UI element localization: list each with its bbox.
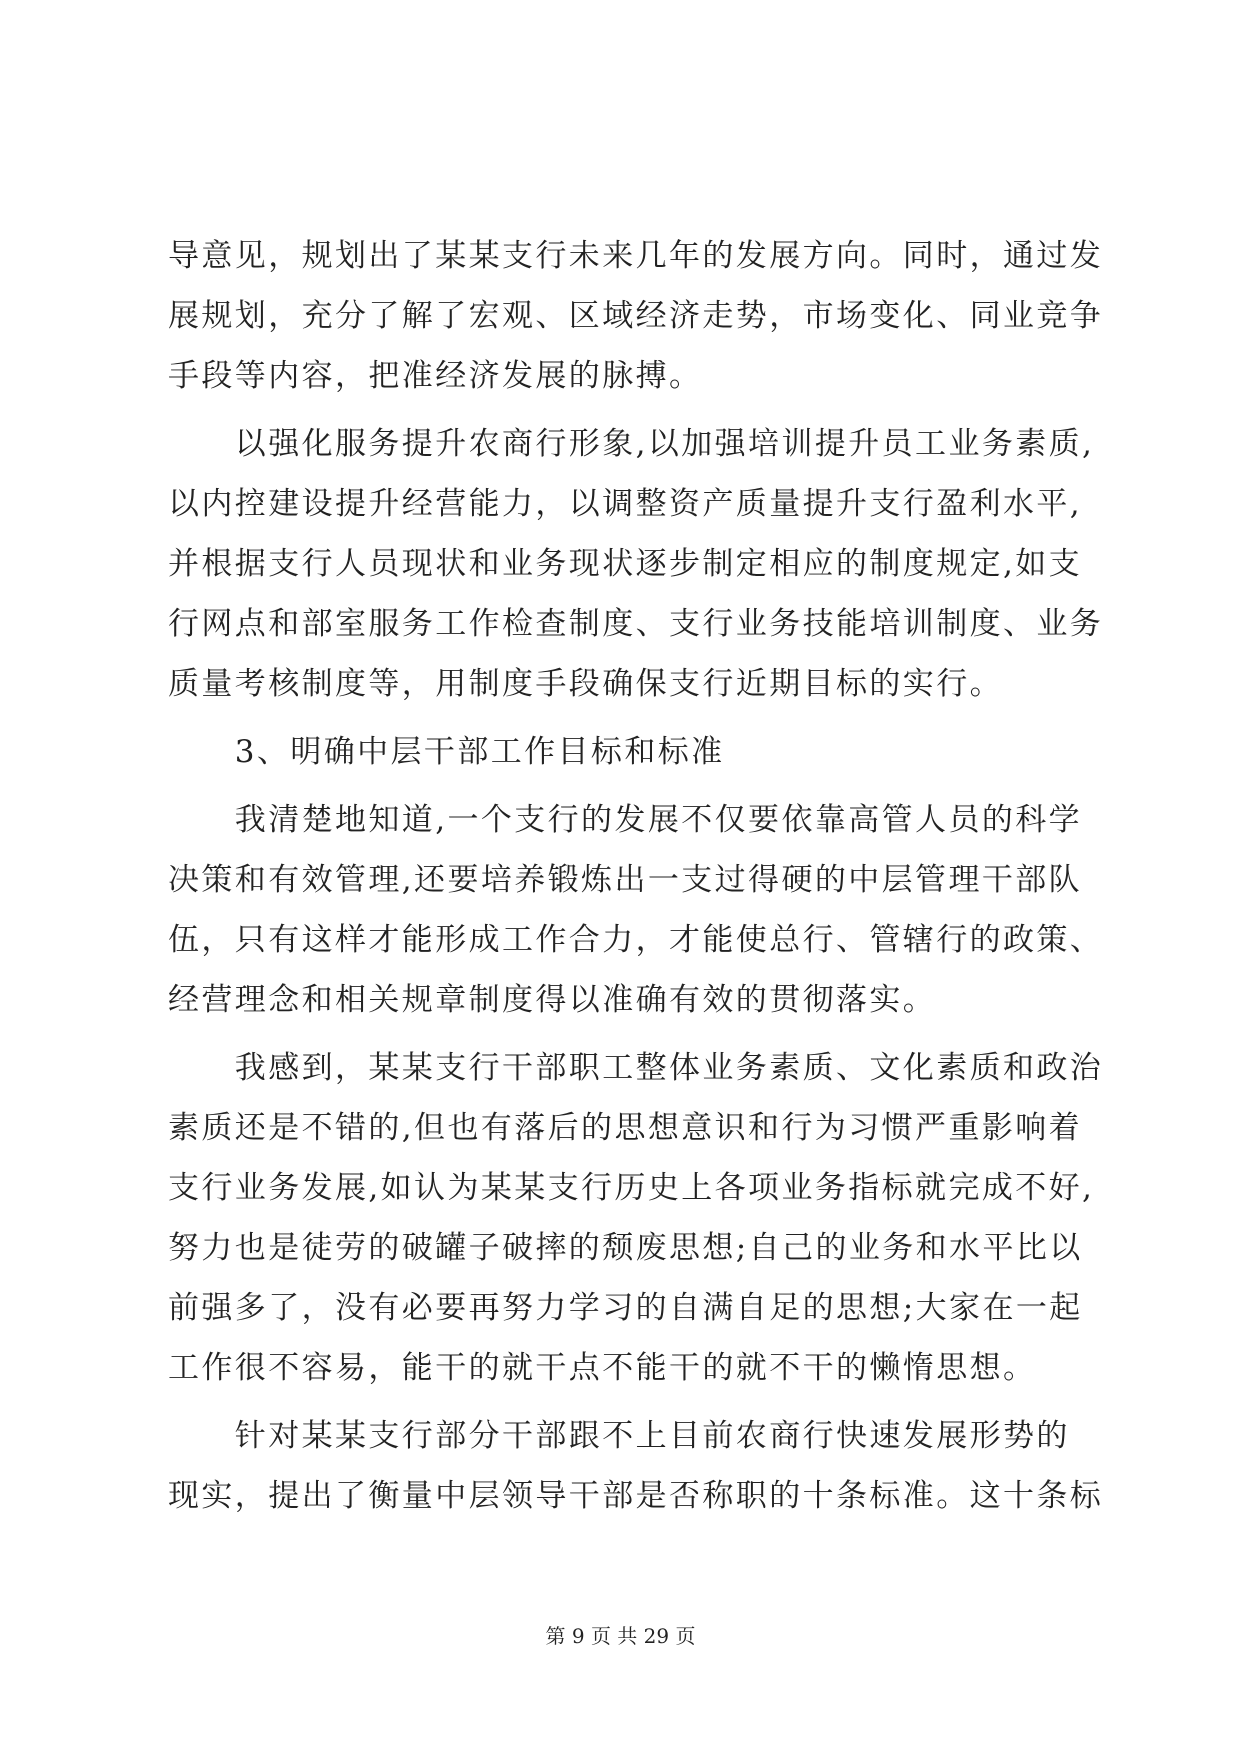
text-line: 现实，提出了衡量中层领导干部是否称职的十条标准。这十条标 (168, 1478, 1104, 1514)
text-line: 手段等内容，把准经济发展的脉搏。 (168, 358, 703, 394)
text-line: 努力也是徒劳的破罐子破摔的颓废思想;自己的业务和水平比以 (168, 1230, 1083, 1266)
text-line: 伍，只有这样才能形成工作合力，才能使总行、管辖行的政策、 (168, 922, 1104, 958)
document-body (168, 226, 1104, 1526)
text-line: 导意见，规划出了某某支行未来几年的发展方向。同时，通过发 (168, 238, 1104, 274)
section-heading: 3、明确中层干部工作目标和标准 (168, 734, 725, 770)
text-line: 前强多了，没有必要再努力学习的自满自足的思想;大家在一起 (168, 1290, 1083, 1326)
text-line: 展规划，充分了解了宏观、区域经济走势，市场变化、同业竞争 (168, 298, 1104, 334)
text-line: 行网点和部室服务工作检查制度、支行业务技能培训制度、业务 (168, 606, 1104, 642)
text-line: 支行业务发展,如认为某某支行历史上各项业务指标就完成不好, (168, 1170, 1095, 1206)
text-line: 我清楚地知道,一个支行的发展不仅要依靠高管人员的科学 (168, 802, 1083, 838)
text-line: 工作很不容易，能干的就干点不能干的就不干的懒惰思想。 (168, 1350, 1037, 1386)
text-line: 以强化服务提升农商行形象,以加强培训提升员工业务素质, (168, 426, 1095, 462)
text-line: 素质还是不错的,但也有落后的思想意识和行为习惯严重影响着 (168, 1110, 1083, 1146)
page-footer (0, 1620, 1241, 1649)
text-line: 针对某某支行部分干部跟不上目前农商行快速发展形势的 (168, 1418, 1070, 1454)
page-number-label: 第 9 页 共 29 页 (545, 1624, 696, 1648)
text-line: 质量考核制度等，用制度手段确保支行近期目标的实行。 (168, 666, 1003, 702)
text-line: 经营理念和相关规章制度得以准确有效的贯彻落实。 (168, 982, 937, 1018)
text-line: 我感到，某某支行干部职工整体业务素质、文化素质和政治 (168, 1050, 1104, 1086)
text-line: 并根据支行人员现状和业务现状逐步制定相应的制度规定,如支 (168, 546, 1083, 582)
text-line: 决策和有效管理,还要培养锻炼出一支过得硬的中层管理干部队 (168, 862, 1083, 898)
text-line: 以内控建设提升经营能力，以调整资产质量提升支行盈利水平, (168, 486, 1083, 522)
